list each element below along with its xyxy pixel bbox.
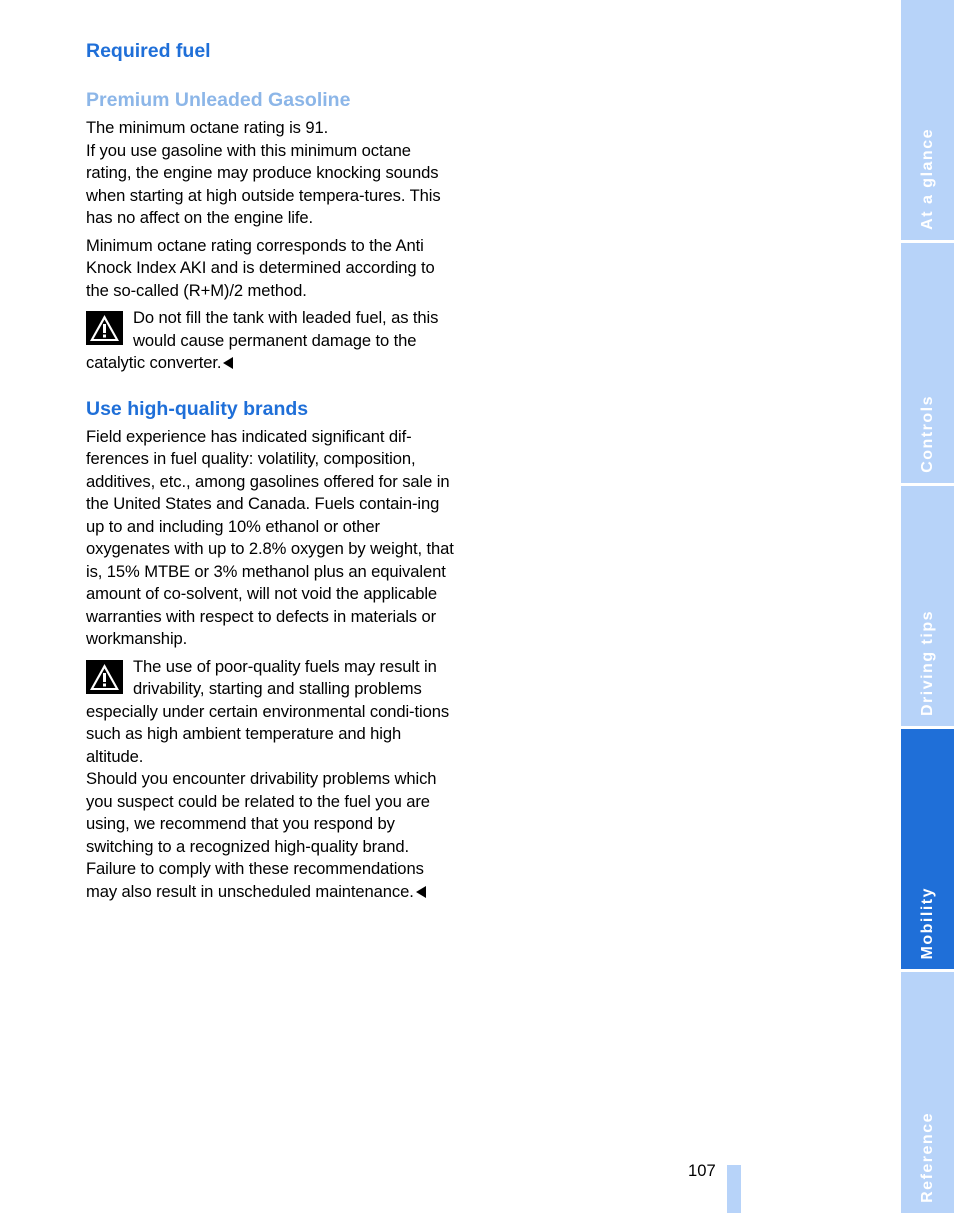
section-title-required-fuel: Required fuel [86, 40, 211, 62]
warning-leaded-text: Do not fill the tank with leaded fuel, as this would cause permanent damage to the catalytic converter. [86, 308, 439, 372]
warning-poor-quality-text: The use of poor-quality fuels may result in drivability, starting and stalling problems especially under certain environmental condi-tions such as high ambient temperature and high altitude. [86, 656, 450, 766]
sidebar-tab-reference[interactable] [901, 972, 954, 1213]
failure-to-comply-text: Failure to comply with these recommendations may also result in unscheduled maintenance. [86, 859, 424, 901]
knocking-paragraph: If you use gasoline with this minimum octane rating, the engine may produce knocking sounds when starting at high outside tempera-tures. This has no affect on the engine life. [86, 140, 441, 227]
warning-leaded-fuel [86, 307, 458, 375]
subsection-title-brands: Use high-quality brands [86, 397, 309, 420]
sidebar-tab-controls[interactable] [901, 243, 954, 483]
sidebar-tab-label: Driving tips [918, 609, 936, 716]
page-marker-bar [727, 1165, 741, 1213]
page-content [86, 38, 458, 908]
warning-triangle-icon [86, 311, 123, 345]
end-marker-icon [223, 357, 233, 369]
drivability-problems-text: Should you encounter drivability problems which you suspect could be related to the fuel you are using, we recommend that you respond by switching to a recognized high-quality brand. [86, 769, 437, 856]
subsection-title-premium: Premium Unleaded Gasoline [86, 89, 351, 111]
end-marker-icon [416, 886, 426, 898]
sidebar-tab-label: Mobility [918, 886, 936, 959]
chapter-sidebar [901, 0, 954, 1213]
field-experience-paragraph: Field experience has indicated significant dif-ferences in fuel quality: volatility, composition, additives, etc., among gasolines offered for sale in the United States and Canada. Fuels contain-ing up to and including 10% ethanol or other oxygenates with up to 2.8% oxygen by weight, that is, 15% MTBE or 3% methanol plus an equivalent amount of co-solvent, will not void the applicable warranties with respect to defects in materials or workmanship. [86, 426, 454, 648]
warning-triangle-icon [86, 660, 123, 694]
sidebar-tab-driving-tips[interactable] [901, 486, 954, 726]
sidebar-tab-label: Controls [918, 395, 936, 473]
sidebar-tab-at-a-glance[interactable] [901, 0, 954, 240]
octane-rating-text: The minimum octane rating is 91. [86, 118, 329, 137]
sidebar-tab-mobility[interactable] [901, 729, 954, 969]
page-number: 107 [688, 1161, 716, 1180]
aki-paragraph: Minimum octane rating corresponds to the Anti Knock Index AKI and is determined according to the so-called (R+M)/2 method. [86, 235, 435, 300]
sidebar-tab-label: At a glance [918, 128, 936, 230]
sidebar-tab-label: Reference [918, 1112, 936, 1203]
warning-poor-quality-fuel [86, 656, 458, 904]
